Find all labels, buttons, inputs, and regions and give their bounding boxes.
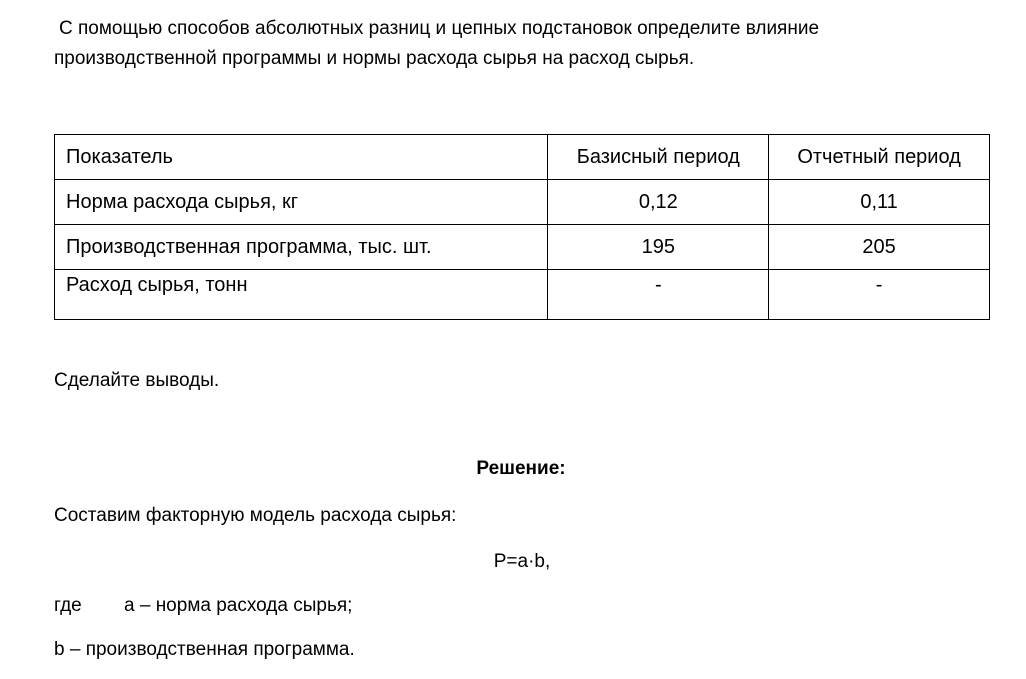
a-definition: a – норма расхода сырья; — [124, 595, 353, 616]
where-word: где — [54, 595, 82, 616]
row-base-value: - — [548, 270, 769, 320]
b-definition: b – производственная программа. — [54, 639, 355, 660]
table-header-row — [55, 135, 990, 180]
table-row — [55, 225, 990, 270]
task-line-1: С помощью способов абсолютных разниц и цепных подстановок определите влияние — [59, 18, 820, 39]
indicators-table — [54, 134, 990, 320]
solution-heading: Решение: — [476, 458, 566, 479]
where-line — [54, 594, 352, 618]
row-report-value: 205 — [769, 225, 990, 270]
task-line-2: производственной программы и нормы расхода сырья на расход сырья. — [54, 48, 695, 69]
table-row — [55, 180, 990, 225]
model-intro-text: Составим факторную модель расхода сырья: — [54, 505, 457, 526]
factor-formula: P=a·b, — [493, 551, 551, 572]
row-base-value: 195 — [548, 225, 769, 270]
header-report-period: Отчетный период — [769, 135, 990, 180]
header-base-period: Базисный период — [548, 135, 769, 180]
row-name: Норма расхода сырья, кг — [55, 180, 548, 225]
task-statement — [54, 14, 984, 74]
row-report-value: 0,11 — [769, 180, 990, 225]
row-name: Расход сырья, тонн — [55, 270, 548, 320]
table-row — [55, 270, 990, 320]
row-name: Производственная программа, тыс. шт. — [55, 225, 548, 270]
row-report-value: - — [769, 270, 990, 320]
row-base-value: 0,12 — [548, 180, 769, 225]
header-indicator: Показатель — [55, 135, 548, 180]
conclusion-text: Сделайте выводы. — [54, 370, 220, 391]
